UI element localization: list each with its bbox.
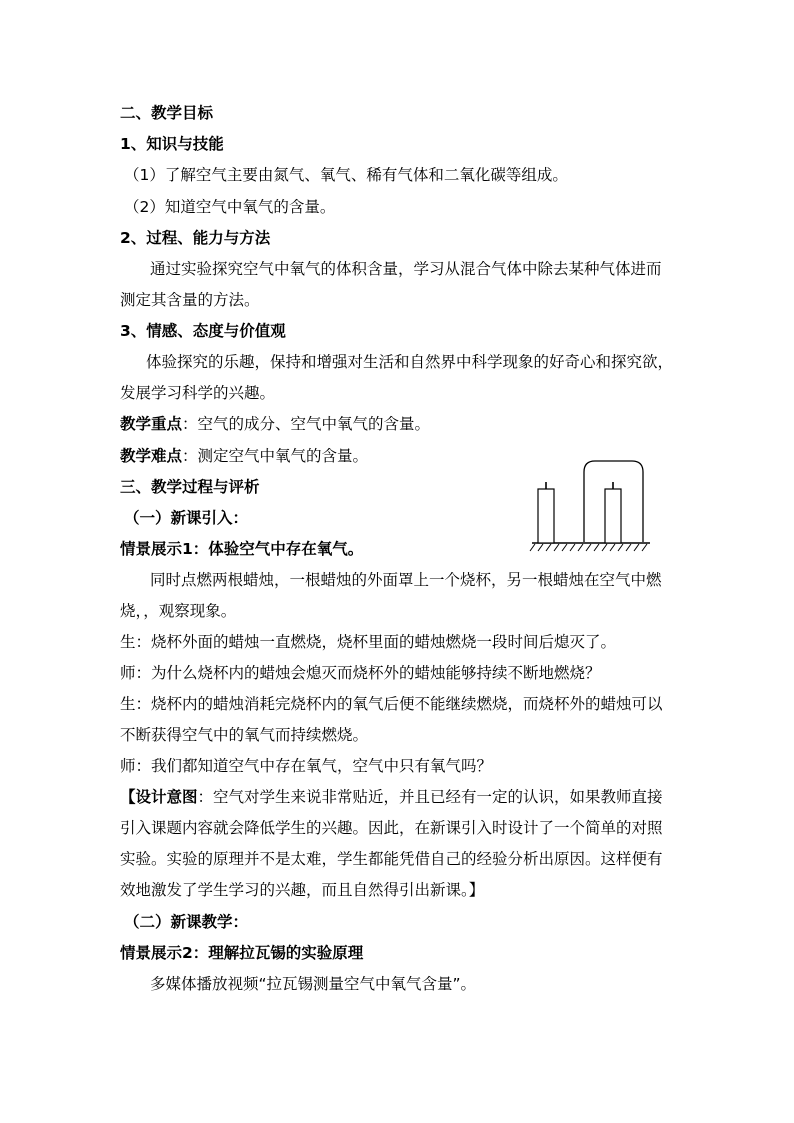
key-point-label: 教学重点 — [120, 415, 183, 433]
design-intent-line-2: 引入课题内容就会降低学生的兴趣。因此，在新课引入时设计了一个简单的对照 — [120, 819, 663, 837]
process-paragraph-line-1: 通过实验探究空气中氧气的体积含量，学习从混合气体中除去某种气体进而 — [150, 260, 662, 278]
subheading-new-lesson-teaching: （二）新课教学： — [124, 913, 249, 931]
attitude-paragraph-line-1: 体验探究的乐趣，保持和增强对生活和自然界中科学现象的好奇心和探究欲， — [146, 353, 674, 371]
subheading-knowledge-skills: 1、知识与技能 — [120, 135, 224, 153]
candle-beaker-illustration — [526, 460, 652, 552]
key-point-text: ：空气的成分、空气中氧气的含量。 — [182, 415, 431, 433]
scene-2-heading: 情景展示2：理解拉瓦锡的实验原理 — [120, 944, 364, 962]
subheading-new-lesson-intro: （一）新课引入： — [124, 509, 249, 527]
subheading-attitude-values: 3、情感、态度与价值观 — [120, 322, 286, 340]
dialogue-student-2-line-2: 不断获得空气中的氧气而持续燃烧。 — [120, 726, 369, 744]
attitude-paragraph-line-2: 发展学习科学的兴趣。 — [120, 384, 276, 402]
design-intent-line-4: 效地激发了学生学习的兴趣，而且自然得引出新课。】 — [120, 881, 485, 899]
section-heading-objectives: 二、教学目标 — [120, 104, 214, 122]
dialogue-student-1: 生：烧杯外面的蜡烛一直燃烧，烧杯里面的蜡烛燃烧一段时间后熄灭了。 — [120, 633, 617, 651]
section-heading-process: 三、教学过程与评析 — [120, 478, 260, 496]
process-paragraph-line-2: 测定其含量的方法。 — [120, 291, 260, 309]
difficulty-line — [120, 446, 368, 466]
dialogue-student-2-line-1: 生：烧杯内的蜡烛消耗完烧杯内的氧气后便不能继续燃烧，而烧杯外的蜡烛可以 — [120, 695, 663, 713]
scene-1-paragraph-line-1: 同时点燃两根蜡烛，一根蜡烛的外面罩上一个烧杯，另一根蜡烛在空气中燃 — [150, 571, 662, 589]
design-intent-line-1 — [120, 787, 663, 807]
difficulty-text: ：测定空气中氧气的含量。 — [182, 447, 369, 465]
difficulty-label: 教学难点 — [120, 447, 183, 465]
knowledge-item-2: （2）知道空气中氧气的含量。 — [124, 198, 336, 216]
table-surface — [530, 543, 650, 551]
scene-2-paragraph: 多媒体播放视频“拉瓦锡测量空气中氧气含量”。 — [150, 975, 477, 993]
dialogue-teacher-2: 师：我们都知道空气中存在氧气，空气中只有氧气吗？ — [120, 757, 493, 775]
design-intent-text-1: ：空气对学生来说非常贴近，并且已经有一定的认识，如果教师直接 — [197, 788, 663, 806]
design-intent-line-3: 实验。实验的原理并不是太难，学生都能凭借自己的经验分析出原因。这样便有 — [120, 850, 663, 868]
dialogue-teacher-1: 师：为什么烧杯内的蜡烛会熄灭而烧杯外的蜡烛能够持续不断地燃烧？ — [120, 664, 601, 682]
key-point-line — [120, 414, 430, 434]
beaker-covered-candle — [605, 482, 621, 543]
scene-1-heading: 情景展示1：体验空气中存在氧气。 — [120, 540, 364, 558]
scene-1-paragraph-line-2: 烧，，观察现象。 — [120, 602, 237, 620]
knowledge-item-1: （1）了解空气主要由氮气、氧气、稀有气体和二氧化碳等组成。 — [124, 166, 568, 184]
open-air-candle — [538, 482, 554, 543]
subheading-process-ability: 2、过程、能力与方法 — [120, 229, 271, 247]
design-intent-label: 【设计意图 — [120, 788, 198, 806]
